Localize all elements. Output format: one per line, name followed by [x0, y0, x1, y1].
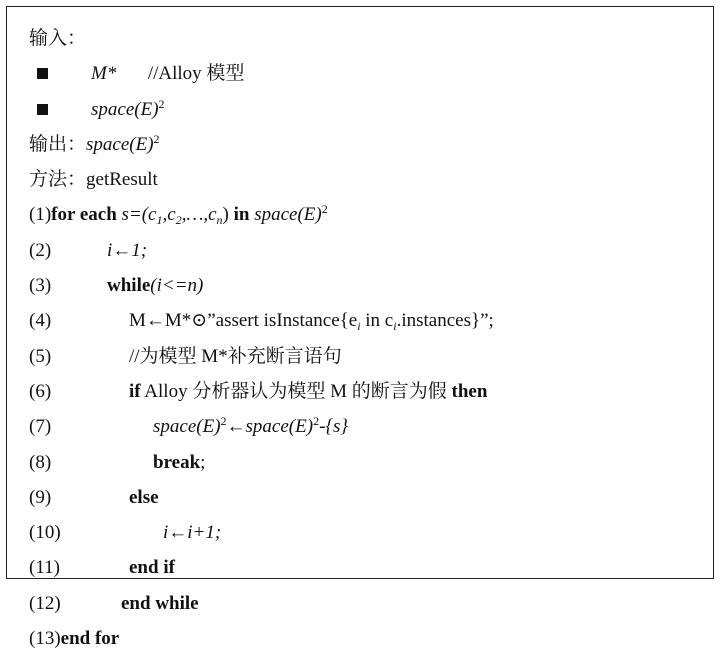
keyword-if: if	[129, 380, 141, 402]
algo-line-13	[29, 621, 703, 656]
line-number: (3)	[29, 275, 52, 297]
keyword-break: break	[153, 451, 201, 473]
keyword-end-while: end while	[121, 592, 199, 614]
line-number: (5)	[29, 345, 52, 367]
bullet-square-icon	[37, 104, 48, 115]
line-number: (1)	[29, 204, 52, 226]
line-number: (9)	[29, 486, 52, 508]
input-label-line	[29, 21, 703, 56]
input-space: space(E)	[91, 98, 159, 120]
subscript: 2	[175, 213, 182, 228]
keyword-end-for: end for	[60, 628, 120, 650]
subscript: 1	[156, 213, 163, 228]
algo-line-6	[29, 374, 703, 409]
algo-line-7	[29, 409, 703, 444]
line-comment: //为模型 M*补充断言语句	[129, 345, 342, 367]
line-content: -{s}	[319, 416, 348, 438]
superscript: 2	[313, 414, 320, 429]
line-content: .instances}”;	[396, 310, 494, 332]
line-number: (7)	[29, 416, 52, 438]
algo-line-8	[29, 445, 703, 480]
keyword-for-each: for each	[51, 204, 117, 226]
algorithm-box	[6, 6, 714, 650]
method-label: 方法：	[29, 169, 87, 191]
line-content: Alloy 分析器认为模型 M 的断言为假	[140, 380, 452, 402]
algo-line-2	[29, 233, 703, 268]
keyword-end-if: end if	[129, 557, 175, 579]
loop-var: s=(c	[116, 204, 157, 226]
algo-line-10	[29, 515, 703, 550]
line-content: (i<=n)	[150, 275, 204, 297]
line-number: (13)	[29, 628, 61, 650]
line-number: (8)	[29, 451, 52, 473]
line-content: space(E)	[153, 416, 221, 438]
input-model-name: M*	[91, 63, 117, 85]
input-item-2	[29, 92, 703, 127]
line-content: i←i+1;	[163, 522, 222, 544]
loop-tuple: ,…,c	[181, 204, 217, 226]
line-number: (2)	[29, 239, 52, 261]
line-content: ←space(E)	[226, 416, 314, 438]
output-exp: 2	[153, 131, 160, 146]
line-number: (4)	[29, 310, 52, 332]
keyword-else: else	[129, 486, 159, 508]
line-content: in c	[360, 310, 394, 332]
input-item-1	[29, 56, 703, 91]
line-number: (10)	[29, 522, 61, 544]
line-number: (6)	[29, 380, 52, 402]
loop-tuple: ,c	[162, 204, 176, 226]
superscript: 2	[321, 202, 328, 217]
line-content: M←M*⊙”assert isInstance{e	[129, 310, 358, 332]
algorithm-text	[29, 21, 703, 656]
algo-line-1	[29, 197, 703, 232]
algo-line-4	[29, 303, 703, 338]
bullet-square-icon	[37, 68, 48, 79]
algo-line-12	[29, 586, 703, 621]
algo-line-3	[29, 268, 703, 303]
method-name: getResult	[86, 169, 158, 191]
loop-space: space(E)	[249, 204, 322, 226]
input-model-comment: //Alloy 模型	[147, 63, 245, 85]
algo-line-11	[29, 550, 703, 585]
keyword-then: then	[451, 380, 488, 402]
line-number: (11)	[29, 557, 60, 579]
output-value: space(E)	[86, 133, 154, 155]
superscript: 2	[220, 414, 227, 429]
output-label: 输出：	[29, 133, 87, 155]
loop-tuple-close: )	[222, 204, 234, 226]
subscript: i	[393, 319, 397, 334]
keyword-while: while	[107, 275, 151, 297]
subscript: i	[357, 319, 361, 334]
method-line	[29, 162, 703, 197]
line-content: i←1;	[107, 239, 148, 261]
algo-line-9	[29, 480, 703, 515]
line-content: ;	[200, 451, 206, 473]
input-space-exp: 2	[158, 96, 165, 111]
algo-line-5	[29, 339, 703, 374]
output-line	[29, 127, 703, 162]
line-number: (12)	[29, 592, 61, 614]
input-label: 输入：	[29, 28, 87, 49]
keyword-in: in	[233, 204, 250, 226]
subscript: n	[216, 213, 223, 228]
